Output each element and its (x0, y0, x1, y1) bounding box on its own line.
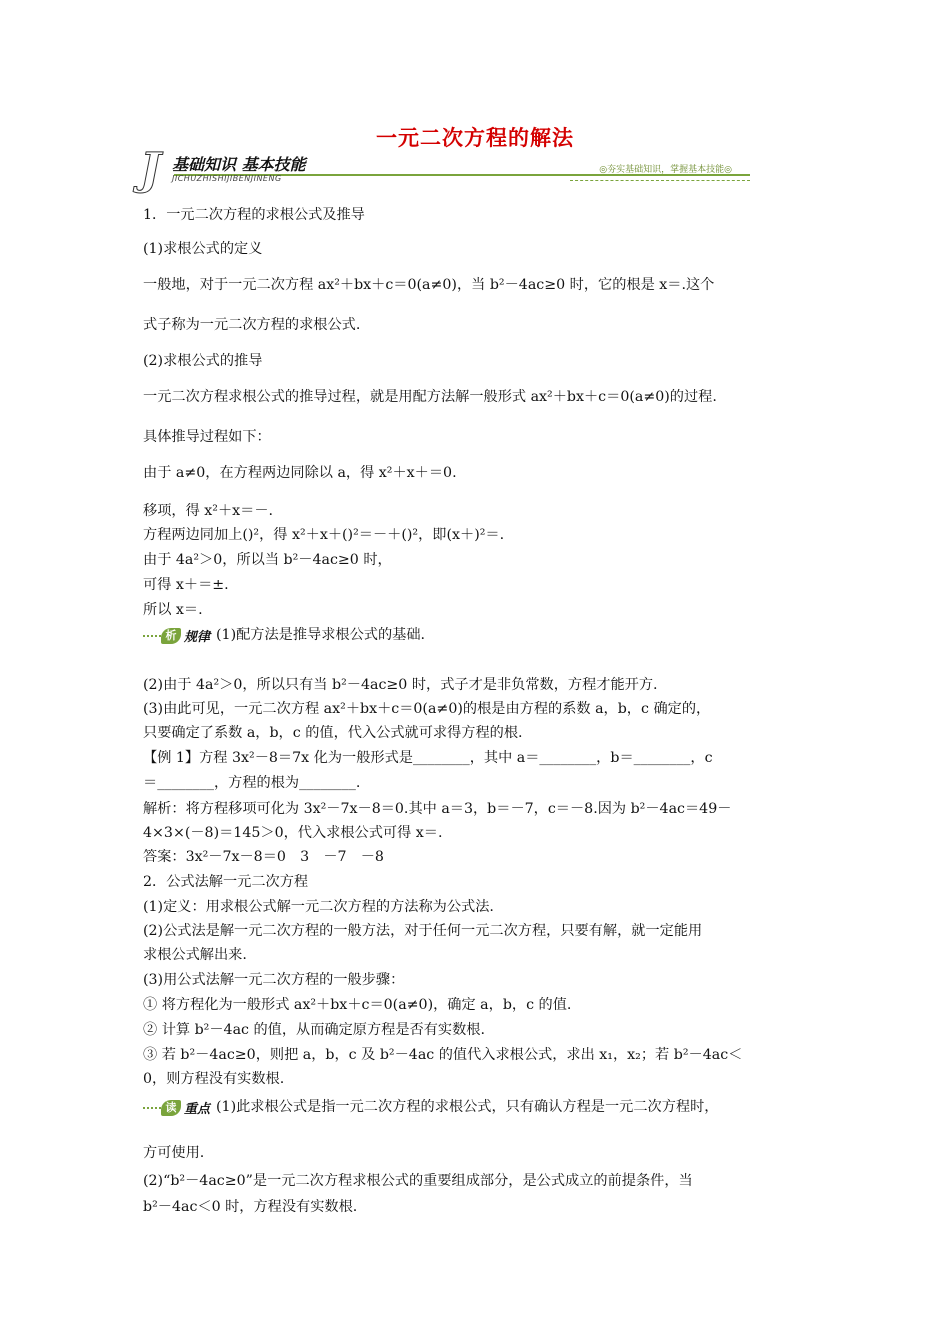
paragraph-definition-cont: 式子称为一元二次方程的求根公式. (143, 317, 361, 333)
page-title: 一元二次方程的解法 (376, 125, 574, 150)
key-tag (143, 1098, 210, 1116)
banner-dashed-divider (570, 180, 750, 181)
leaf-icon: 读 (161, 1100, 181, 1116)
step-3: ③ 若 b²－4ac≥0，则把 a，b，c 及 b²－4ac 的值代入求根公式，求出 x₁，x₂；若 b²－4ac＜ (143, 1047, 743, 1063)
subheading-definition: (1)求根公式的定义 (143, 241, 263, 257)
example-question-cont: ＝________，方程的根为________. (143, 775, 361, 791)
example-answer: 答案：3x²－7x－8＝0 3 －7 －8 (143, 849, 384, 865)
key-tag-label: 重点 (184, 1102, 211, 1117)
example-analysis-cont: 4×3×(－8)＝145＞0，代入求根公式可得 x＝. (143, 825, 443, 841)
paragraph-derivation: 一元二次方程求根公式的推导过程，就是用配方法解一般形式 ax²＋bx＋c＝0(a≠0)的过程. (143, 389, 717, 405)
example-analysis: 解析：将方程移项可化为 3x²－7x－8＝0.其中 a＝3，b＝－7，c＝－8.因为 b²－4ac＝49－ (143, 801, 732, 817)
banner-slogan: ◎夯实基础知识，掌握基本技能◎ (599, 165, 732, 175)
key-note-2-cont: b²－4ac＜0 时，方程没有实数根. (143, 1199, 358, 1215)
dots-decoration (143, 1107, 161, 1109)
key-note-text-1: (1)此求根公式是指一元二次方程的求根公式，只有确认方程是一元二次方程时， (216, 1099, 719, 1115)
key-note-1 (143, 1096, 719, 1116)
paragraph-definition: 一般地，对于一元二次方程 ax²＋bx＋c＝0(a≠0)，当 b²－4ac≥0 时，它的根是 x＝.这个 (143, 277, 715, 293)
dots-decoration (143, 635, 161, 637)
banner-title: 基础知识 基本技能 (172, 155, 306, 174)
leaf-icon: 析 (161, 628, 181, 644)
step-2: ② 计算 b²－4ac 的值，从而确定原方程是否有实数根. (143, 1022, 485, 1038)
rule-tag (143, 626, 210, 644)
derivation-step-1: 由于 a≠0，在方程两边同除以 a，得 x²＋x＋＝0. (143, 465, 457, 481)
paragraph-process-intro: 具体推导过程如下： (143, 429, 271, 445)
step-3-cont: 0，则方程没有实数根. (143, 1071, 285, 1087)
step-1: ① 将方程化为一般形式 ax²＋bx＋c＝0(a≠0)，确定 a，b，c 的值. (143, 997, 572, 1013)
formula-method-general: (2)公式法是解一元二次方程的一般方法，对于任何一元二次方程，只要有解，就一定能用 (143, 923, 703, 939)
formula-method-definition: (1)定义：用求根公式解一元二次方程的方法称为公式法. (143, 899, 494, 915)
rule-note-2: (2)由于 4a²＞0，所以只有当 b²－4ac≥0 时，式子才是非负常数，方程才能开方. (143, 677, 658, 693)
banner-letter: J (140, 144, 161, 195)
subheading-derivation: (2)求根公式的推导 (143, 353, 263, 369)
derivation-step-5: 可得 x＋＝±. (143, 577, 229, 593)
formula-method-general-cont: 求根公式解出来. (143, 947, 247, 963)
rule-note-3-cont: 只要确定了系数 a，b，c 的值，代入公式就可求得方程的根. (143, 725, 523, 741)
rule-tag-label: 规律 (184, 630, 211, 645)
key-note-1-cont: 方可使用. (143, 1145, 205, 1161)
key-note-2: (2)“b²－4ac≥0”是一元二次方程求根公式的重要组成部分，是公式成立的前提条件，当 (143, 1173, 693, 1189)
rule-note-text-1: (1)配方法是推导求根公式的基础. (216, 627, 426, 643)
rule-note-3: (3)由此可见，一元二次方程 ax²＋bx＋c＝0(a≠0)的根是由方程的系数 a，b，c 确定的， (143, 701, 711, 717)
section-banner (140, 144, 750, 195)
section-heading-1: 1．一元二次方程的求根公式及推导 (143, 207, 365, 223)
derivation-step-4: 由于 4a²＞0，所以当 b²－4ac≥0 时， (143, 552, 392, 568)
derivation-step-6: 所以 x＝. (143, 602, 203, 618)
banner-subtitle: JICHUZHISHIJIBENJINENG (172, 174, 282, 183)
derivation-step-2: 移项，得 x²＋x＝－. (143, 503, 274, 519)
formula-method-steps: (3)用公式法解一元二次方程的一般步骤： (143, 972, 405, 988)
rule-note-1 (143, 624, 425, 644)
example-question: 【例 1】方程 3x²－8＝7x 化为一般形式是________，其中 a＝________，b＝________，c (143, 750, 713, 766)
derivation-step-3: 方程两边同加上()²，得 x²＋x＋()²＝－＋()²，即(x＋)²＝. (143, 527, 505, 543)
section-heading-2: 2．公式法解一元二次方程 (143, 874, 309, 890)
